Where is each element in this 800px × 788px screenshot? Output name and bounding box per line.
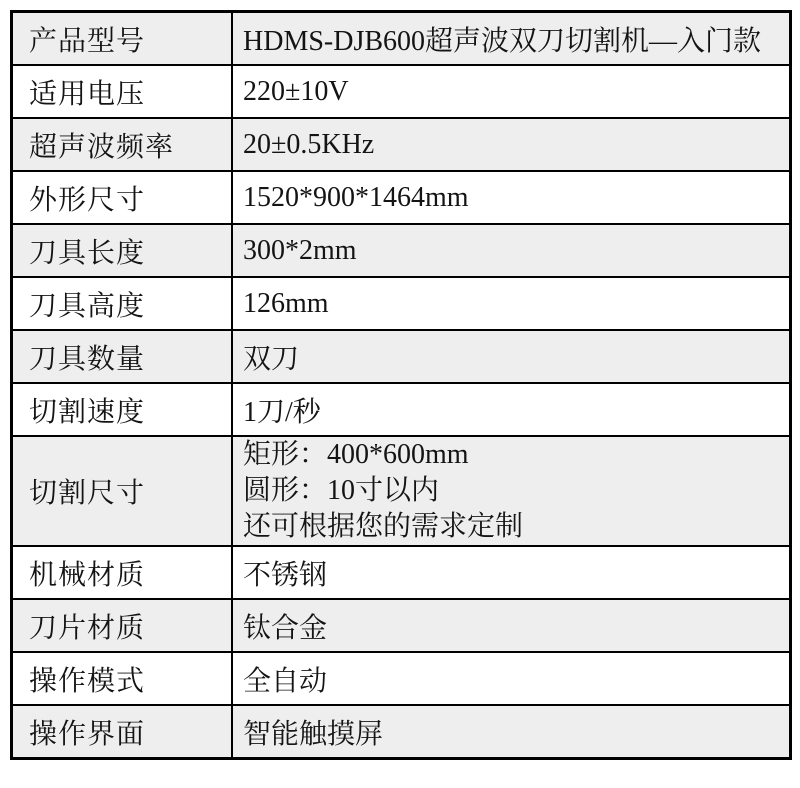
spec-label: 超声波频率 bbox=[12, 118, 233, 171]
table-row bbox=[12, 546, 791, 599]
spec-label: 外形尺寸 bbox=[12, 171, 233, 224]
spec-value: 1520*900*1464mm bbox=[232, 171, 791, 224]
spec-label: 适用电压 bbox=[12, 65, 233, 118]
spec-label: 机械材质 bbox=[12, 546, 233, 599]
spec-label: 刀具长度 bbox=[12, 224, 233, 277]
spec-label: 刀具数量 bbox=[12, 330, 233, 383]
table-row bbox=[12, 383, 791, 436]
spec-value: 不锈钢 bbox=[232, 546, 791, 599]
spec-value: 20±0.5KHz bbox=[232, 118, 791, 171]
table-row bbox=[12, 277, 791, 330]
table-row bbox=[12, 171, 791, 224]
table-row bbox=[12, 705, 791, 759]
spec-value: 300*2mm bbox=[232, 224, 791, 277]
spec-label: 产品型号 bbox=[12, 12, 233, 66]
spec-value: 126mm bbox=[232, 277, 791, 330]
spec-value: 220±10V bbox=[232, 65, 791, 118]
table-row bbox=[12, 599, 791, 652]
spec-label: 切割尺寸 bbox=[12, 436, 233, 546]
table-row bbox=[12, 118, 791, 171]
spec-value-line: 还可根据您的需求定制 bbox=[243, 511, 524, 542]
spec-value-line: 矩形：400*600mm bbox=[243, 439, 469, 470]
table-row bbox=[12, 330, 791, 383]
spec-value: 钛合金 bbox=[232, 599, 791, 652]
spec-value: 全自动 bbox=[232, 652, 791, 705]
spec-value: HDMS-DJB600超声波双刀切割机—入门款 bbox=[232, 12, 791, 66]
spec-value: 智能触摸屏 bbox=[232, 705, 791, 759]
table-row bbox=[12, 436, 791, 546]
spec-table bbox=[10, 10, 792, 760]
spec-value: 1刀/秒 bbox=[232, 383, 791, 436]
spec-label: 刀片材质 bbox=[12, 599, 233, 652]
spec-label: 切割速度 bbox=[12, 383, 233, 436]
spec-value bbox=[232, 436, 791, 546]
table-row bbox=[12, 652, 791, 705]
spec-value-line: 圆形：10寸以内 bbox=[243, 475, 440, 506]
table-row bbox=[12, 65, 791, 118]
spec-label: 操作模式 bbox=[12, 652, 233, 705]
spec-label: 操作界面 bbox=[12, 705, 233, 759]
spec-value: 双刀 bbox=[232, 330, 791, 383]
spec-label: 刀具高度 bbox=[12, 277, 233, 330]
table-row bbox=[12, 224, 791, 277]
table-row bbox=[12, 12, 791, 66]
